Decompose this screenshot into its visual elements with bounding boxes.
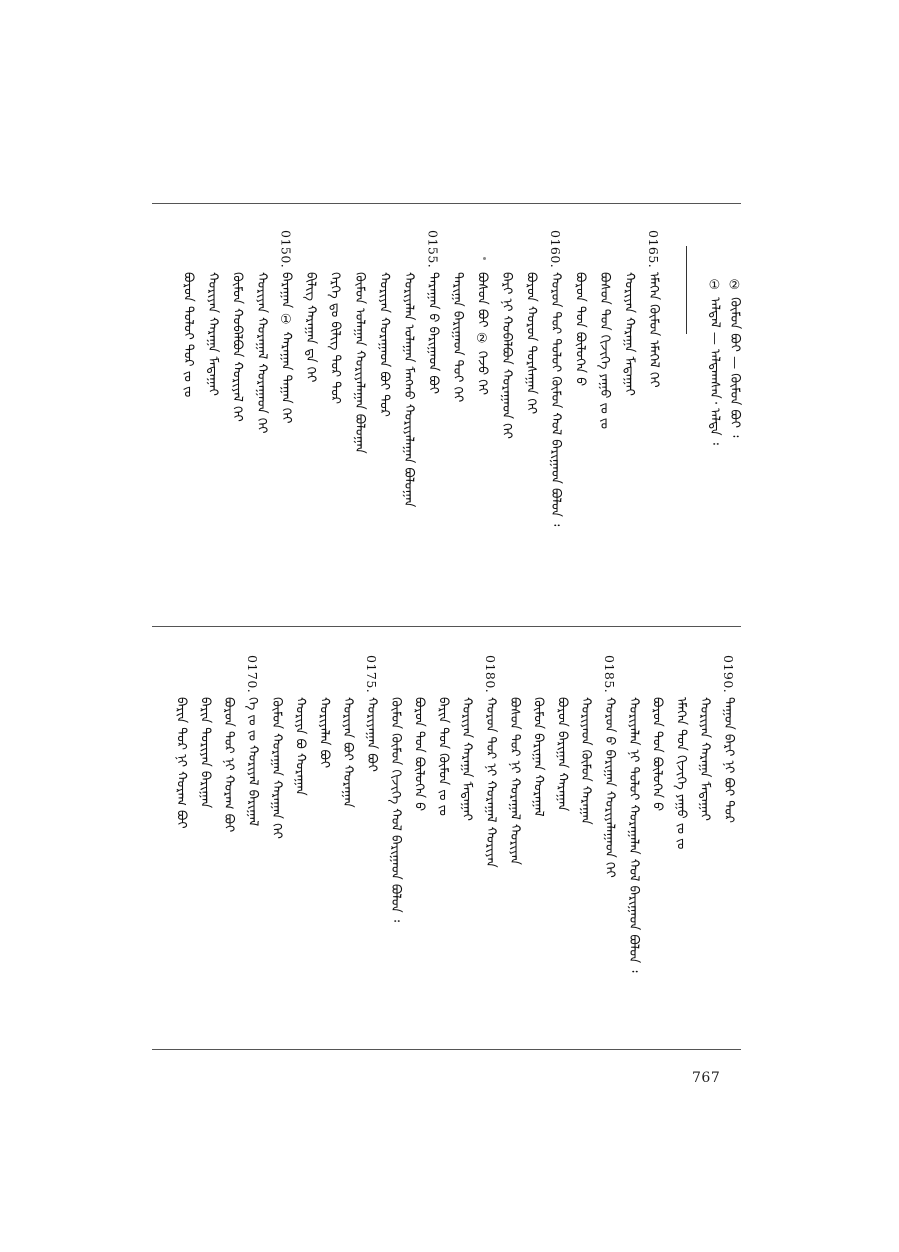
verse-text: ᠪᠤᠷᠤᠨ ᠳᠤᠨ ᠪᠦᠯᠦᠭᠡᠨ ᠪ [649,697,665,812]
verse-line [495,230,517,439]
footnote-marker: ② [727,278,742,293]
verse-text: ᠬᠤᠷᠤᠨ ᠪ ᠪᠠᠷᠢᠭᠠᠨ ᠬᠤᠷᠢᠶᠠᠯᠠᠭᠠᠳ ᠬᠡᠢ [602,697,617,879]
verse-line [397,230,419,508]
line-number: 0180. [483,655,498,694]
verse-line [408,655,430,811]
line-number: 0170. [245,655,260,694]
verse-line [360,655,382,772]
verse-line [550,655,572,812]
verse-text: ᠡᠮᠡᠭᠡᠨ ᠬᠦᠮᠦᠨ ᠡᠮᠡᠭᠡᠯ ᠬᠡᠢ [646,272,661,388]
verse-text: ᠬᠦᠮᠦᠨ ᠬᠤᠪᠠᠯᠪᠣᠨ ᠬᠤᠷᠢᠶᠠᠯ ᠬᠡᠢ [229,272,245,423]
verse-text: ᠪᠠᠷᠢᠨ ᠳᠤᠨ ᠬᠦᠮᠦᠨ ᠵᠤ ᠵᠤ [435,697,451,817]
verse-text: ᠬᠦᠮᠦᠨ ᠬᠦᠮᠦᠨ ᠬᠢᠵᠢᠭᠡ ᠬᠤᠯ ᠪᠠᠷᠢᠭᠠᠳ ᠪᠣᠯᠣᠨ ᠄ [387,697,403,923]
verse-line [642,230,664,388]
line-number: 0150. [278,230,294,269]
verse-line [503,655,525,865]
verse-text: ᠬᠤᠷᠢᠶᠠᠨ ᠬᠠᠷᠠᠭᠠ ᠮᠠᠲᠠᠭᠠᠢ [697,697,713,822]
verse-line [299,230,321,383]
verse-line [324,230,346,404]
verse-line [646,655,668,811]
verse-line [569,230,591,386]
verse-line [193,655,215,808]
verse-text: ᠬᠤᠷᠢᠶᠠ ᠪᠣ ᠬᠤᠷᠠᠭᠠᠨ [292,697,308,796]
verse-line [446,230,468,403]
verse-line [717,655,739,823]
verse-line [177,230,199,398]
verse-text: ᠲᠠᠷᠠᠭᠠᠨ ᠪ ᠪᠠᠷᠢᠭᠠᠳ ᠪᠣᠢ [425,272,441,395]
verse-text: ᠪᠠᠷᠢᠨ ᠳᠤᠷ ᠨᠢ ᠬᠤᠷᠠᠭ ᠪᠣᠢ [173,697,189,829]
verse-line [455,655,477,821]
verse-text: ᠪᠠᠷᠢ ᠨᠢ ᠬᠤᠪᠠᠯᠪᠣᠨ ᠬᠤᠷᠠᠭᠠᠳ ᠬᠡᠢ [499,272,514,440]
verse-text: ᠪᠤᠷᠤᠨ ᠪᠠᠷᠢᠭᠠᠨ ᠬᠠᠷᠠᠭᠠᠨ [554,697,570,812]
footnote-text: ᠬᠦᠮᠦᠨ ᠪᠣᠢ — ᠬᠦᠮᠦᠨ ᠪᠣᠢ ᠄ [727,297,742,438]
verse-line [479,655,501,868]
line-number: 0175. [364,655,379,694]
footnote-text: ᠠᠯᠳᠠᠯ — ᠠᠯᠳᠠᠭᠰᠠᠨ᠂ ᠠᠯᠳᠠ ᠄ [707,297,722,445]
verse-line [226,230,248,422]
line-number: 0190. [721,655,736,694]
verse-text: ᠪᠤᠰᠤᠨ ᠪᠣᠢ ② ᠭᠡᠵᠦ ᠬᠡᠢ [474,272,490,396]
verse-text: ᠬᠤᠷᠢᠶᠠᠳ ᠬᠦᠮᠦᠨ ᠬᠠᠷᠠᠭᠠᠨ [578,697,594,826]
verse-text: ᠬᠡᠷᠭᠡ ᠳᠤ ᠪᠢᠯᠢᠭ ᠳᠤᠷ ᠳᠤᠷ [327,272,343,405]
line-number: 0155. [425,230,441,269]
verse-text: ᠪᠤᠰᠤᠨ ᠳᠤᠨ ᠬᠢᠵᠢᠭᠡ ᠶᠠᠭᠤ ᠵᠤ ᠵᠤ [597,272,612,430]
verse-text: ᠬᠦᠮᠦᠨ ᠬᠤᠷᠠᠭᠠᠨ ᠬᠠᠷᠠᠭᠠᠨ ᠬᠡᠢ [268,697,284,840]
verse-text: ᠪᠤᠰᠤᠨ ᠳᠤᠷ ᠨᠢ ᠬᠤᠷᠠᠭᠠᠯ ᠬᠤᠷᠢᠶᠠᠨ [506,697,522,866]
verse-text: ᠬᠤᠷᠢᠶᠠᠯᠠᠨ ᠪᠣᠢ [316,697,332,769]
verse-line [373,230,395,417]
verse-text: ᠲᠠᠷᠢᠭᠠ ᠪᠠᠷᠢᠭᠠᠳ ᠳᠤᠢ ᠬᠡᠢ [450,272,465,403]
verse-line [544,230,566,527]
verse-text: ᠬᠤᠷᠢᠶᠠᠯᠠᠨ ᠤᠯᠠᠭᠠᠨ ᠮᠠᠩᠬᠤ ᠬᠤᠷᠢᠶᠠᠯᠠᠭᠠᠨ ᠪᠣᠯᠣᠭᠠᠨ [401,272,416,508]
verse-text: ᠬᠤᠷᠢᠶᠠᠨ ᠬᠠᠷᠠᠭᠠ ᠮᠠᠲᠠᠭᠠᠢ [459,697,475,822]
verse-text: ᠬᠤᠷᠤᠨ ᠳᠤᠷ ᠳᠤᠯᠤᠢ ᠬᠦᠮᠦᠨ ᠬᠤᠯ ᠪᠠᠷᠢᠭᠠᠳ ᠪᠣᠯᠣᠨ ᠄ [548,272,563,527]
verse-text: ᠪᠠᠷᠠᠭᠠᠨ ① ᠬᠠᠷᠠᠭᠠᠨ ᠳᠠᠭᠠᠨ ᠬᠡᠢ [278,272,294,424]
verse-line [471,230,493,395]
verse-line [618,230,640,396]
verse-line [422,230,444,394]
verse-text: ᠬᠤᠷᠢᠶᠠᠨ ᠪᠣᠢ ᠬᠤᠷᠠᠭᠠᠨ [340,697,356,808]
verse-text: ᠪᠤᠷᠤᠨ ᠳᠤᠨ ᠪᠦᠯᠦᠭᠡᠨ ᠪ [572,272,588,387]
verse-line [520,230,542,414]
top-rule [152,203,741,204]
upper-panel [150,230,745,610]
footnote-marker: ① [707,278,722,293]
verse-text: ᠬᠤᠷᠢᠶᠠᠨ ᠬᠤᠷᠠᠭᠠᠯ ᠬᠤᠷᠠᠭᠠᠳ ᠬᠡᠢ [254,272,269,434]
line-number: 0160. [548,230,563,269]
verse-text: ᠬᠡ ᠵᠤ ᠵᠤ ᠬᠤᠷᠢᠶᠠᠯ ᠪᠠᠷᠢᠭᠠᠯ [245,697,260,827]
verse-line [598,655,620,878]
verse-line [574,655,596,825]
verse-text: ᠬᠦᠮᠦᠨ ᠪᠠᠷᠢᠭᠠᠨ ᠬᠤᠷᠠᠭᠠᠯ [530,697,546,817]
verse-line [289,655,311,796]
verse-text: ᠪᠢᠯᠢᠭ ᠬᠠᠷᠠᠭᠠᠨ ᠳᠠ ᠬᠡᠢ [303,272,318,383]
verse-line [217,655,239,833]
verse-line [527,655,549,817]
verse-line [241,655,263,827]
verse-text: ᠪᠤᠷᠤᠨ ᠳᠤᠨ ᠪᠦᠯᠦᠭᠡᠨ ᠪ [411,697,427,812]
verse-text: ᠪᠤᠷᠤᠨ ᠬᠤᠷᠤᠨ ᠲᠤᠷᠰᠠᠭᠠᠨ ᠬᠡᠢ [523,272,539,415]
verse-line [312,655,334,768]
verse-text: ᠪᠠᠷᠢᠨ ᠳᠤᠷᠢᠶᠠᠨ ᠪᠠᠷᠢᠭᠠᠨ [197,697,213,809]
page-number: 767 [692,1070,721,1086]
verse-text: ᠳᠠᠭᠤᠨ ᠪᠠᠷᠢ ᠨᠢ ᠪᠣᠢ ᠳᠤᠷ [721,697,736,824]
verse-text: ᠪᠤᠷᠤᠨ ᠳᠤᠷ ᠨᠢ ᠬᠤᠷᠠᠭ ᠪᠣᠢ [221,697,237,833]
verse-line [201,230,223,396]
verse-line [275,230,297,424]
verse-line [622,655,644,973]
verse-line [348,230,370,454]
verse-line [250,230,272,434]
verse-line [693,655,715,821]
verse-line [265,655,287,839]
middle-rule [152,626,741,627]
verse-text: ᠬᠦᠮᠦᠨ ᠤᠯᠠᠭᠠᠨ ᠬᠤᠷᠢᠶᠠᠯᠠᠭᠠᠨ ᠪᠣᠯᠣᠭᠠᠨ [352,272,367,454]
verse-text: ᠡᠮᠡᠭᠡᠨ ᠳᠤᠨ ᠬᠢᠵᠢᠭᠡ ᠶᠠᠭᠤ ᠵᠤ ᠵᠤ [673,697,689,850]
verse-line [170,655,192,829]
verse-text: ᠬᠤᠷᠤᠨ ᠳᠤᠷ ᠨᠢ ᠬᠤᠷᠠᠭᠠᠯ ᠬᠤᠷᠢᠶᠠᠨ [483,697,498,868]
verse-line [669,655,691,850]
bottom-rule [152,1049,741,1050]
verse-line [384,655,406,922]
verse-text: ᠬᠤᠷᠢᠶᠠᠨ ᠬᠤᠷᠠᠭᠠᠳ ᠪᠣᠢ ᠳᠤᠷ [376,272,392,418]
verse-line [336,655,358,808]
lower-panel [150,655,745,1035]
verse-line [431,655,453,816]
verse-line [593,230,615,429]
verse-text: ᠬᠤᠷᠢᠶᠠᠭᠠᠨ ᠪᠣᠢ [364,697,379,773]
verse-text: ᠬᠤᠷᠢᠶᠠᠨ ᠬᠠᠷᠠᠭᠠ ᠮᠠᠲᠠᠭᠠᠢ [621,272,637,397]
line-number: 0165. [646,230,661,269]
line-number: 0185. [602,655,617,694]
verse-text: ᠬᠤᠷᠢᠶᠠᠨ ᠬᠠᠷᠠᠭᠠ ᠮᠠᠲᠠᠭᠠᠢ [205,272,220,397]
verse-text: ᠪᠤᠷᠤᠨ ᠳᠤᠯᠤᠢ ᠳᠤᠷ ᠵᠤ ᠵᠤ [180,272,196,398]
verse-text: ᠬᠤᠷᠢᠶᠠᠯᠠᠨ ᠨᠢ ᠳᠤᠯᠤᠢ ᠬᠤᠷᠠᠭᠠᠯᠠᠨ ᠬᠤᠯ ᠪᠠᠷᠢᠭᠠᠳ ᠪᠣᠯᠣᠨ ᠄ [625,697,641,973]
